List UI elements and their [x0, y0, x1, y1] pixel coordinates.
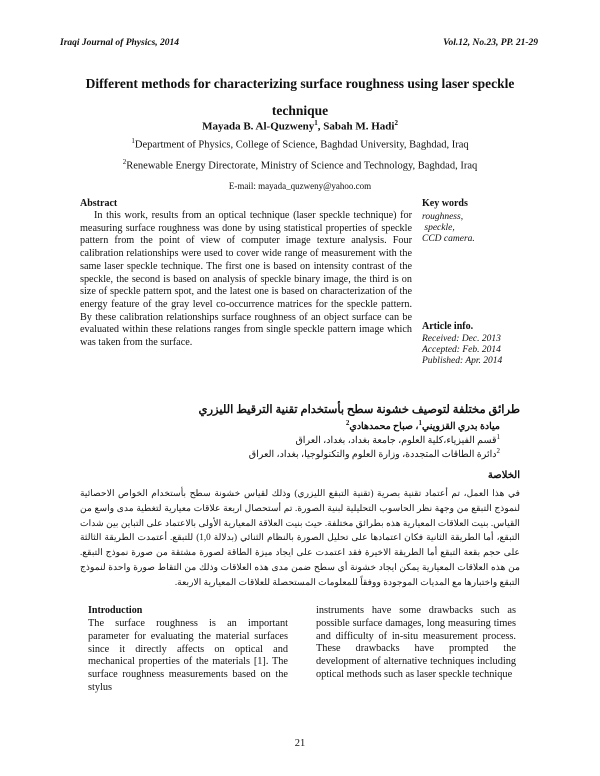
volume-info: Vol.12, No.23, PP. 21-29: [443, 38, 538, 48]
abstract-heading: Abstract: [80, 198, 118, 209]
keyword-item: CCD camera.: [422, 234, 475, 245]
author-1: Mayada B. Al-Quzweny: [202, 120, 315, 133]
keyword-item: speckle,: [422, 223, 455, 234]
arabic-affiliation-1-sup: 1: [496, 433, 500, 441]
journal-name: Iraqi Journal of Physics, 2014: [60, 38, 180, 48]
keywords-heading: Key words: [422, 198, 468, 209]
arabic-author-1-sup: 1: [418, 419, 422, 427]
arabic-abstract-text: في هذا العمل، تم أعتماد تقنية بصرية (تقنية التبقع الليزري) وذلك لقياس خشونة سطح بأستخدام الخواص الاحصائية لنموذج التبقع من وجهة نظر الحاسوب التحليلية لبنية الصورة. تم أستحصال اربعة علاقات معيارية لتغطية مدى واسع من القياس. بنيت العلاقات المعيارية هذه بطرائق مختلفة. حيث بنيت العلاقة المعيارية الأولى بالاعتماد على التباين بين شدات التبقع، أما الطريقة الثانية فكان اعتمادها على تحليل الصورة بالنظام الثنائي (بدلالة 1,0) للتبقع. أعتمدت الطريقة الثالثة على حجم بقعة التبقع أما الطريقة الاخيرة فقد اعتمدت على ايجاد ميزة الطاقة لصورة مشتقة من صورة نموذج التبقع. من هذه العلاقات المعيارية يمكن ايجاد خشونة أي سطح ضمن مدى هذه العلاقات وذلك من التقاط صورة واحدة لنموذج التبقع واختبارها مع المديات الموجودة ووفقاً للمعلومات المستحصلة للعلاقات المعيارية الاربعة.: [80, 488, 520, 587]
affiliation-1: [60, 137, 540, 151]
affiliation-2-text: Renewable Energy Directorate, Ministry of Science and Technology, Baghdad, Iraq: [126, 160, 478, 172]
introduction-left-column: The surface roughness is an important parameter for evaluating the material surfaces since it directly affects on optical and mechanical properties of the materials [1]. The surface roughness measurements based on the stylus: [88, 618, 288, 693]
arabic-affiliation-2: [80, 447, 500, 460]
published-date: Published: Apr. 2014: [422, 356, 503, 367]
arabic-abstract-heading: الخلاصة: [487, 470, 520, 481]
contact-email: E-mail: mayada_quzweny@yahoo.com: [228, 181, 372, 191]
authors: [60, 119, 540, 133]
arabic-author-1: ميادة بدري القزويني: [421, 422, 500, 433]
arabic-affiliation-1-text: قسم الفيزياء،كلية العلوم، جامعة بغداد، بغداد، العراق: [295, 436, 497, 447]
abstract-text: In this work, results from an optical technique (laser speckle technique) for measuring surface roughness was done by using statistical properties of speckle pattern from the point of view of computer image texture analysis. Four calibration relationships were used to cover wide range of measurement with the same laser speckle technique. The first one is based on intensity contrast of the speckle, the second is based on analysis of speckle binary image, the third is on size of speckle pattern spot, and the latest one is based on characterization of the energy feature of the gray level co-occurrence matrices for the speckle pattern. By these calibration relationships surface roughness of an object surface can be evaluated within these relations ranges from single speckle pattern image which was taken from the surface.: [80, 210, 412, 349]
author-2: Sabah M. Hadi: [323, 120, 395, 133]
keyword-item: roughness,: [422, 212, 464, 222]
arabic-authors: [80, 419, 500, 432]
author-separator: ,: [317, 120, 324, 133]
arabic-affiliation-1: [80, 433, 500, 446]
accepted-date: Accepted: Feb. 2014: [422, 345, 501, 356]
arabic-author-2: ، صباح محمدهادي: [349, 422, 419, 433]
page-number: 21: [294, 738, 306, 749]
introduction-heading: Introduction: [88, 605, 143, 616]
received-date: Received: Dec. 2013: [422, 334, 501, 344]
arabic-affiliation-2-text: دائرة الطاقات المتجددة، وزارة العلوم والتكنولوجيا، بغداد، العراق: [248, 450, 497, 461]
paper-title: Different methods for characterizing surface roughness using laser speckle technique: [85, 76, 515, 118]
arabic-affiliation-2-sup: 2: [496, 447, 500, 455]
arabic-author-2-sup: 2: [345, 419, 350, 427]
introduction-right-column: instruments have some drawbacks such as possible surface damages, long measuring times and difficulty of in-situ measurement process. These drawbacks have prompted the development of alternative techniques including optical methods such as laser speckle technique: [316, 605, 516, 680]
author-1-sup: 1: [314, 119, 318, 127]
affiliation-2-sup: 2: [122, 158, 127, 166]
author-2-sup: 2: [394, 119, 398, 127]
article-info-heading: Article info.: [422, 321, 474, 332]
article-info-dates: [422, 334, 502, 368]
affiliation-2: [60, 158, 540, 172]
affiliation-1-sup: 1: [131, 137, 135, 145]
affiliation-1-text: Department of Physics, College of Science, Baghdad University, Baghdad, Iraq: [134, 139, 469, 151]
arabic-title: طرائق مختلفة لتوصيف خشونة سطح بأستخدام تقنية الترقيط الليزري: [198, 404, 520, 416]
keywords-list: [422, 212, 475, 246]
